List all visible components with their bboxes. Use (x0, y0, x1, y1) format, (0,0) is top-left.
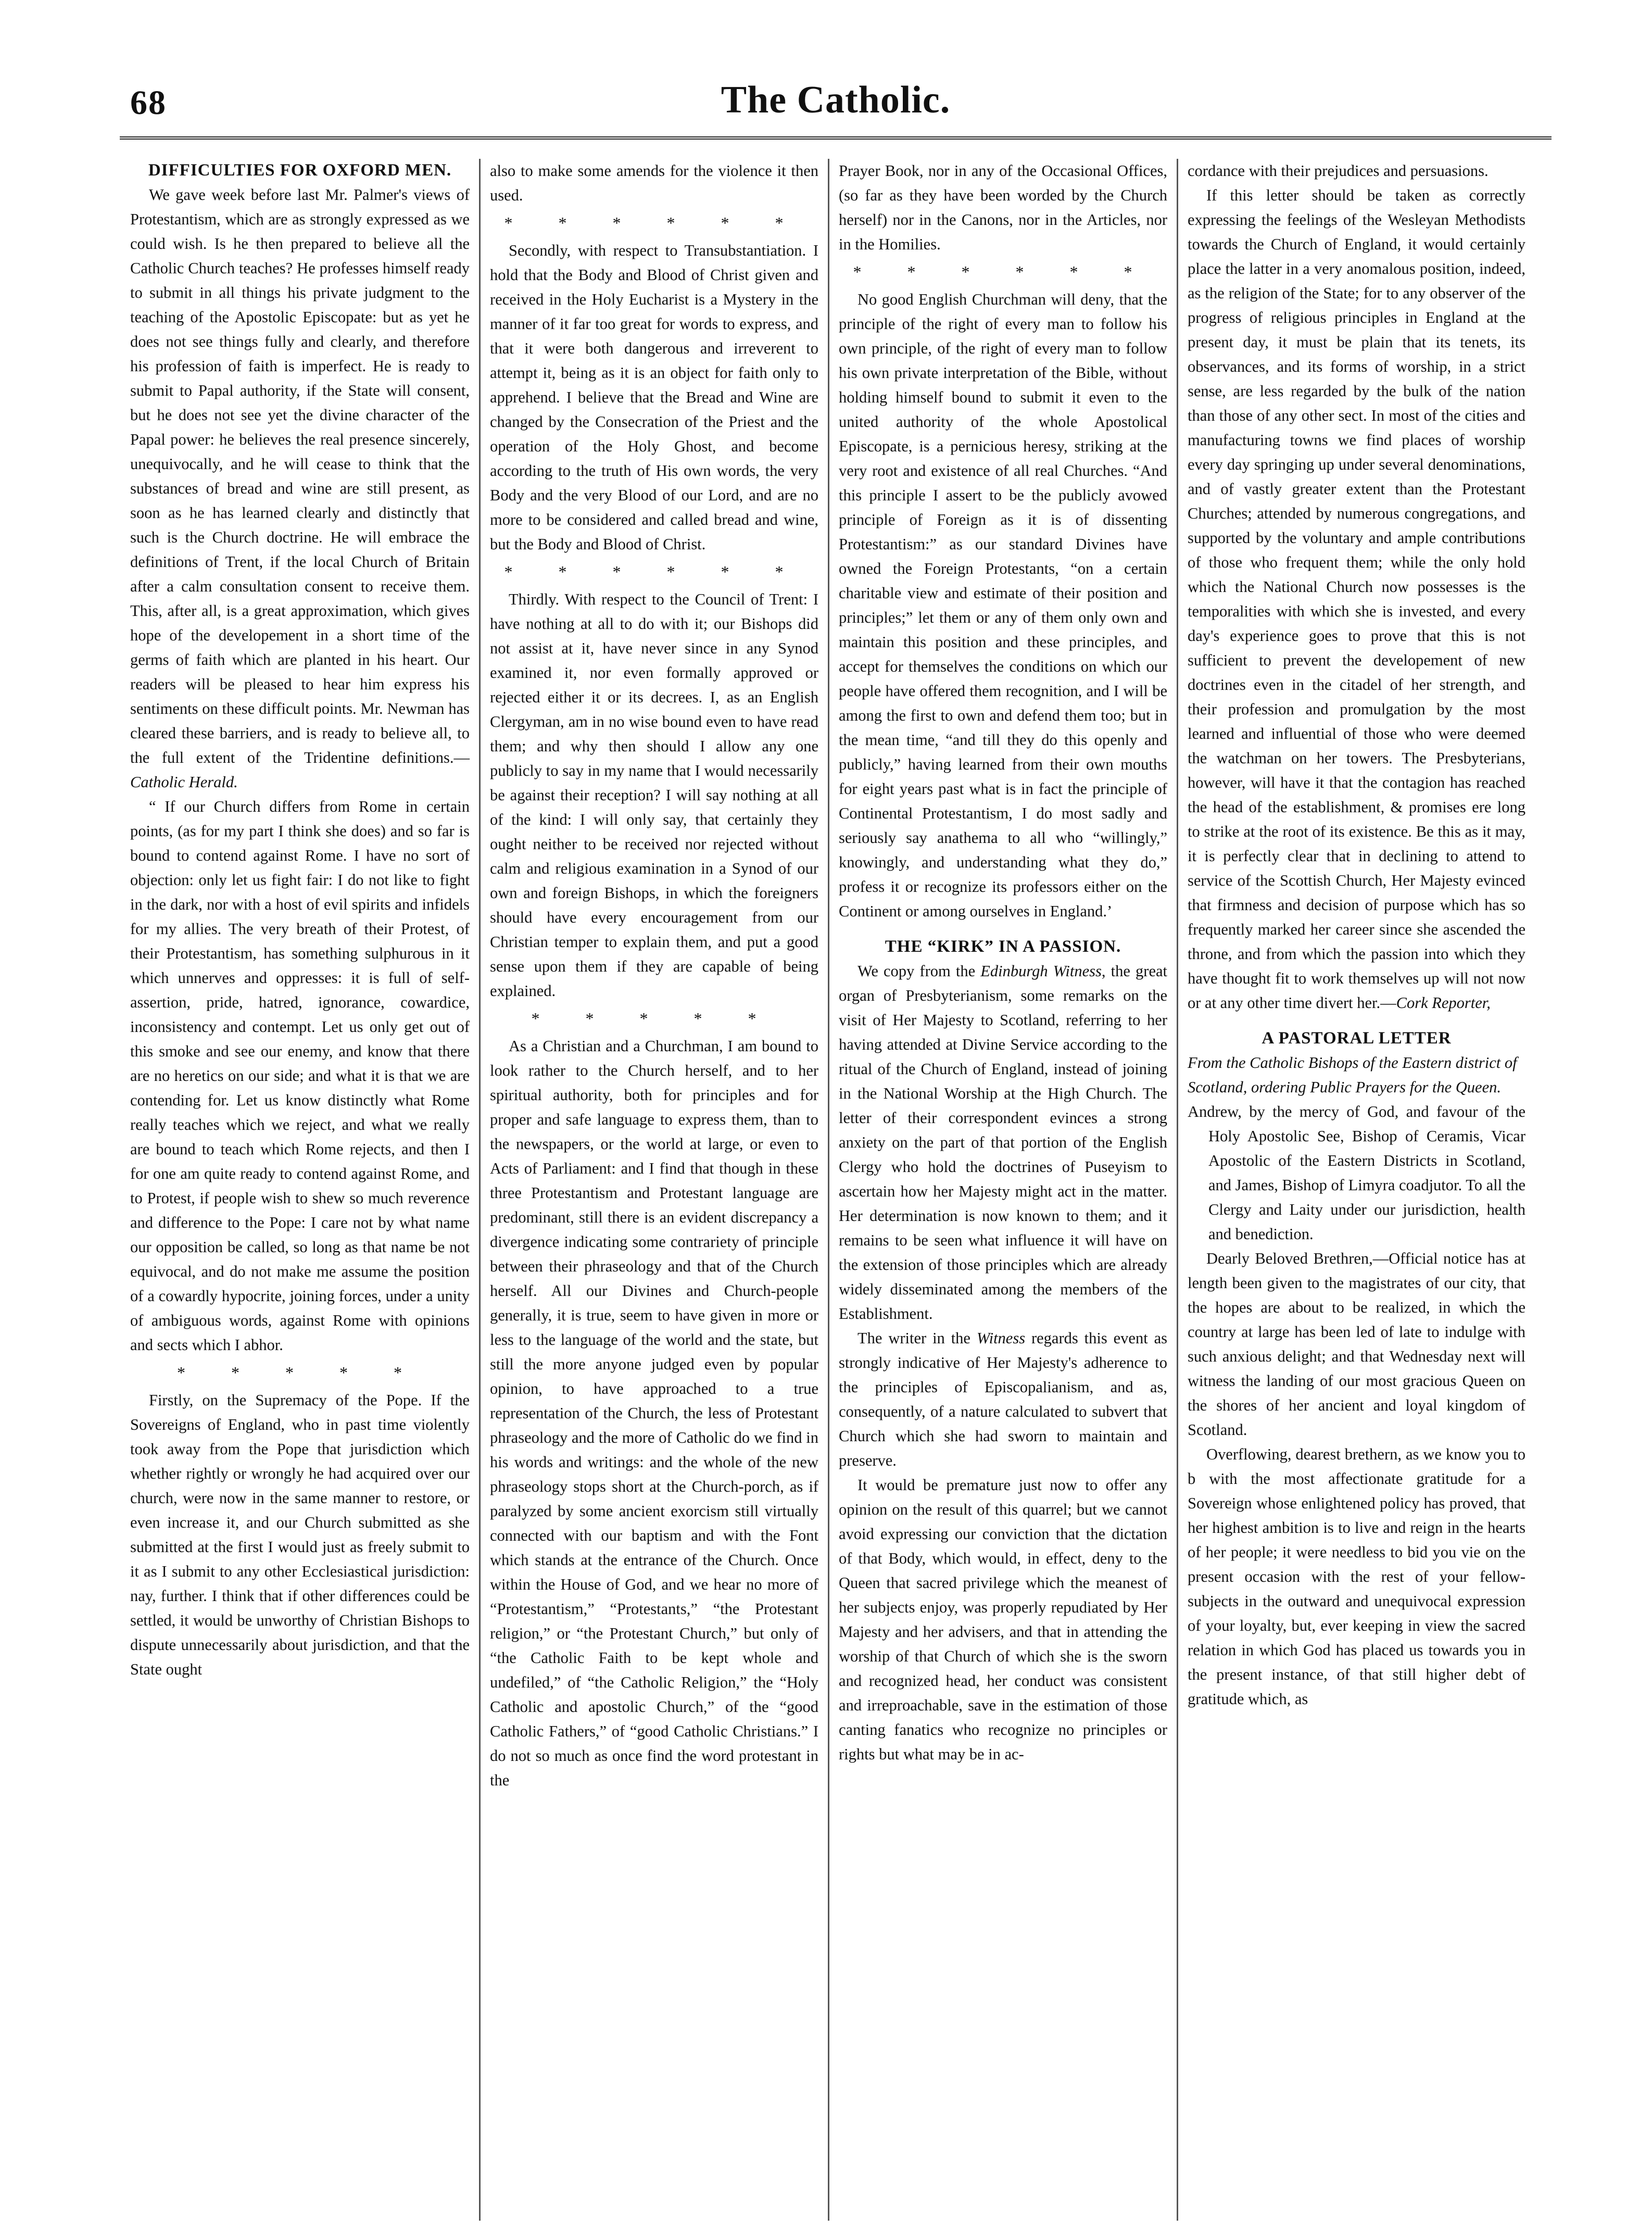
spacer (839, 924, 1167, 935)
section-break-stars: * * * * * * (504, 562, 804, 581)
article-headline-oxford: DIFFICULTIES FOR OXFORD MEN. (148, 161, 452, 180)
section-break-stars: * * * * * * (504, 213, 804, 232)
page-header (120, 78, 1552, 141)
article-headline-pastoral: A PASTORAL LETTER (1262, 1029, 1452, 1048)
newspaper-name: Witness (976, 1329, 1026, 1347)
header-rule (120, 136, 1552, 140)
article-paragraph (839, 959, 1167, 1326)
article-paragraph (130, 183, 470, 795)
article-paragraph (839, 1326, 1167, 1473)
column-2 (479, 159, 828, 2221)
article-paragraph: Overflowing, dearest brethern, as we know you to b with the most affectionate gratitude for a Sovereign whose enlightened policy has proved, that her highest ambition is to live and reign in the hearts of her people; it were needless to bid you vie on the present occasion with the rest of your fellow-subjects in the outward and unequivocal expression of your loyalty, but, ever keeping in view the sacred relation in which God has placed us towards you in the present instance, of that still higher debt of gratitude which, as (1188, 1445, 1525, 1708)
article-paragraph: Prayer Book, nor in any of the Occasional Offices, (so far as they have been worded by the Church herself) nor in the Canons, nor in the Articles, nor in the Homilies. (839, 162, 1167, 253)
article-paragraph: It would be premature just now to offer any opinion on the result of this quarrel; but we cannot avoid expressing our conviction that the dictation of that Body, which would, in effect, deny to the Queen that sacred privilege which the meanest of her subjects enjoy, was properly repudiated by Her Majesty and her advisers, and that in attending the worship of that Church of which she is the sworn and recognized head, her conduct was consistent and irreproachable, save in the estimation of those canting fanatics who recognize no principles or rights but what may be in ac- (839, 1476, 1167, 1763)
masthead-title: The Catholic. (721, 79, 951, 121)
article-columns (130, 159, 1546, 2221)
article-paragraph: Dearly Beloved Brethren,—Official notice has at length been given to the magistrates of our city, that the hopes are about to be realized, in which the country at large has been led of late to indulge with such anxious delight; and that Wednesday next will witness the landing of our most gracious Queen on the shores of her ancient and loyal kingdom of Scotland. (1188, 1250, 1525, 1439)
article-headline-kirk: THE “KIRK” IN A PASSION. (885, 937, 1121, 956)
page-number: 68 (130, 84, 167, 122)
paragraph-text: , the great organ of Presbyterianism, some remarks on the visit of Her Majesty to Scotland, referring to her having attended at Divine Service according to the ritual of the Church of England, instead of joining in the National Worship at the High Church. The letter of their correspondent evinces a strong anxiety on the part of that portion of the English Clergy who hold the doctrines of Puseyism to ascertain how her Majesty might act in the matter. Her determination is now known to them; and it remains to be seen what influence it will have on the extension of those principles which are already widely disseminated among the members of the Establishment. (839, 962, 1168, 1323)
paragraph-text: We gave week before last Mr. Palmer's views of Protestantism, which are as strongly expressed as we could wish. Is he then prepared to believe all the Catholic Church teaches? He professes himself ready to submit in all things his private judgment to the teaching of the Apostolic Episcopate: but as yet he does not see things fully and clearly, and therefore his profession of faith is imperfect. He is ready to submit to Papal authority, if the State will consent, but he does not see yet the divine character of the Papal power: he believes the real presence sincerely, unequivocally, and he will cease to think that the substances of bread and wine are still present, as soon as he has learned clearly and distinctly that such is the Church doctrine. He will embrace the definitions of Trent, if the local Church of Britain after a calm consultation consent to receive them. This, after all, is a great approximation, which gives hope of the developement in a short time of the germs of faith which are planted in his heart. Our readers will be pleased to hear him express his sentiments on these difficult points. Mr. Newman has cleared these barriers, and is ready to believe all, to the full extent of the Tridentine definitions.— (130, 186, 470, 766)
article-paragraph: “ If our Church differs from Rome in certain points, (as for my part I think she does) and so far is bound to contend against Rome. I have no sort of objection: only let us fight fair: I do not like to fight in the dark, nor with a host of evil spirits and infidels for my allies. The very breath of their Protest, of their Protestantism, has something sulphurous in it which unnerves and oppresses: it is full of self-assertion, pride, hatred, ignorance, cowardice, inconsistency and contempt. Let us only get out of this smoke and see our enemy, and know that there are no heretics on our side; and what it is that we are contending for. Let us know distinctly what Rome really teaches which we reject, and what we really are bound to teach which Rome rejects, and then I for one am quite ready to contend against Rome, and to Protest, if people wish to shew so much reverence and difference to the Pope: I care not by what name our opposition be called, so long as that name be not equivocal, and do not make me assume the position of a cowardly hypocrite, joining forces, under a unity of ambiguous words, against Rome with opinions and sects which I abhor. (130, 798, 470, 1354)
newspaper-name: Edinburgh Witness (980, 962, 1102, 980)
article-paragraph: Thirdly. With respect to the Council of Trent: I have nothing at all to do with it; our Bishops did not assist at it, have never since in any Synod examined it, nor even formally approved or rejected either it or its decrees. I, as an English Clergyman, am in no wise bound even to have read them; and why then should I allow any one publicly to say in my name that I would necessarily be against their reception? I will say nothing at all of the kind: I will only say, that certainly they ought neither to be received nor rejected without calm and religious examination in a Synod of our own and foreign Bishops, in which the foreigners should have every encouragement from our Christian temper to explain them, and put a good sense upon them if they are capable of being explained. (490, 590, 818, 1000)
article-subheading: From the Catholic Bishops of the Eastern district of Scotland, ordering Public Prayers for the Queen. (1188, 1054, 1517, 1096)
source-attribution: Cork Reporter, (1396, 994, 1491, 1012)
column-1 (130, 159, 479, 2221)
article-paragraph: Firstly, on the Supremacy of the Pope. If the Sovereigns of England, who in past time violently took away from the Pope that jurisdiction which whether rightly or wrongly he had acquired over our church, were now in the same manner to restore, or even increase it, and our Church submitted as she submitted at the first I would just as freely submit to it as I submit to any other Ecclesiastical jurisdiction: nay, further. I think that if other differences could be settled, it would be unworthy of Christian Bishops to dispute unnecessarily about jurisdiction, and that the State ought (130, 1391, 470, 1678)
article-paragraph (1188, 183, 1525, 1015)
paragraph-text: The writer in the (857, 1329, 977, 1347)
section-break-stars: * * * * * * (853, 262, 1153, 281)
article-paragraph: Secondly, with respect to Transubstantiation. I hold that the Body and Blood of Christ given and received in the Holy Eucharist is a Mystery in the manner of it far too great for words to express, and that it were both dangerous and irreverent to attempt it, being as it is an object for faith only to apprehend. I believe that the Bread and Wine are changed by the Consecration of the Priest and the operation of the Holy Ghost, and become according to the truth of His own words, the very Body and the very Blood of our Lord, and are no more to be considered and called bread and wine, but the Body and Blood of Christ. (490, 242, 818, 553)
article-paragraph: also to make some amends for the violence it then used. (490, 162, 818, 204)
section-break-stars: * * * * * (177, 1363, 423, 1382)
paragraph-text: regards this event as strongly indicative of Her Majesty's adherence to the principles of Episcopalianism, and as, consequently, of a nature calculated to subvert that Church which she had sworn to maintain and preserve. (839, 1329, 1167, 1469)
column-4 (1177, 159, 1525, 2221)
article-paragraph: cordance with their prejudices and persuasions. (1188, 162, 1489, 180)
article-paragraph: No good English Churchman will deny, that the principle of the right of every man to follow his own principle, of the right of every man to follow his own private interpretation of the Bible, without holding himself bound to submit it even to the united authority of the whole Apostolical Episcopate, is a pernicious heresy, striking at the very root and existence of all real Churches. “And this principle I assert to be the publicly avowed principle of Foreign as it is of dissenting Protestantism:” as our standard Divines have owned the Foreign Protestants, “on a certain charitable view and estimate of their position and principles;” let them or any of them only own and maintain this position and these principles, and accept for themselves the conditions on which our people have offered them recognition, and I will be among the first to own and defend them too; but in the mean time, “and till they do this openly and publicly,” having learned from their own mouths for eight years past what is in fact the principle of Continental Protestantism, I do most sadly and seriously say anathema to all who “willingly,” knowingly, and understanding what they do,” profess it or recognize its professors either on the Continent or among ourselves in England.’ (839, 291, 1167, 920)
paragraph-text: If this letter should be taken as correctly expressing the feelings of the Wesleyan Methodists towards the Church of England, it would certainly place the latter in a very anomalous position, indeed, as the religion of the State; for to any observer of the progress of religious principles in England at the present day, it must be plain that its tenets, its observances, and its forms of worship, in a strict sense, are less regarded by the bulk of the nation than those of any other sect. In most of the cities and manufacturing towns we find places of worship every day springing up under several denominations, and of vastly greater extent than the Protestant Churches; attended by numerous congregations, and supported by the voluntary and ample contributions of those who frequent them; while the only hold which the National Church now possesses is the temporalities with which she is invested, and every day's experience goes to prove that this is not sufficient to prevent the developement of new doctrines even in the citadel of her strength, and their profession and promulgation by the most learned and influential of those who were deemed the watchman on her towers. The Presbyterians, however, will have it that the contagion has reached the head of the establishment, & promises ere long to strike at the root of its existence. Be this as it may, it is perfectly clear that in declining to attend to service of the Scottish Church, Her Majesty evinced that firmness and decision of purpose which has so frequently marked her career since she ascended the throne, and from which the passion into which they have thought fit to work themselves up will not now or at any other time divert her.— (1188, 186, 1525, 1012)
section-break-stars: * * * * * (531, 1009, 777, 1028)
source-attribution: Catholic Herald. (130, 773, 238, 791)
article-paragraph: Andrew, by the mercy of God, and favour of the Holy Apostolic See, Bishop of Ceramis, Vicar Apostolic of the Eastern Districts in Scotland, and James, Bishop of Limyra coadjutor. To all the Clergy and Laity under our jurisdiction, health and benediction. (1188, 1103, 1525, 1243)
column-3 (828, 159, 1177, 2221)
spacer (1188, 1015, 1525, 1027)
paragraph-text: We copy from the (857, 962, 981, 980)
article-paragraph: As a Christian and a Churchman, I am bound to look rather to the Church herself, and to her spiritual authority, both for principles and for proper and safe language to express them, than to the newspapers, or the world at large, or even to Acts of Parliament: and I find that though in these three Protestantism and Protestant language are predominant, still there is an evident discrepancy a divergence indicating some contrariety of principle between their phraseology and that of the Church herself. All our Divines and Church-people generally, it is true, seem to have given in more or less to the language of the world and the state, but still the more anyone judged even by popular opinion, to have approached to a true representation of the Church, the less of Protestant phraseology and the more of Catholic do we find in his words and writings: and the whole of the new phraseology stops short at the Church-porch, as if paralyzed by some ancient exorcism still virtually connected with our baptism and with the Font which stands at the entrance of the Church. Once within the House of God, and we hear no more of “Protestantism,” “Protestants,” “the Protestant religion,” or “the Protestant Church,” but only of “the Catholic Faith to be kept whole and undefiled,” of “the Catholic Religion,” the “Holy Catholic and apostolic Church,” of the “good Catholic Fathers,” of “good Catholic Christians.” I do not so much as once find the word protestant in the (490, 1037, 818, 1789)
